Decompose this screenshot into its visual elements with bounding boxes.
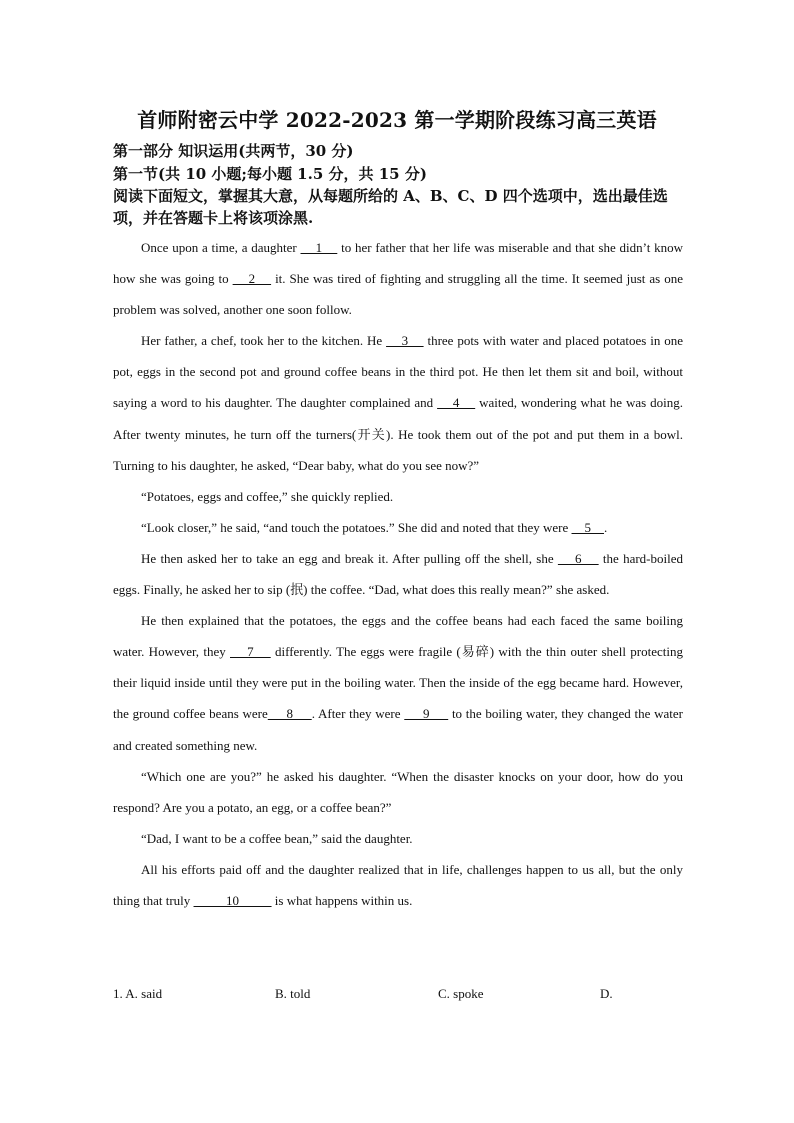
paragraph-2: Her father, a chef, took her to the kitchen. He 3 three pots with water and placed potatoes in one pot, eggs in the second pot and ground coffee beans in the third pot. He then let them sit and boil, without saying a word to his daughter. The daughter complained and 4 waited, wondering what he was doing. After twenty minutes, he turn off the turners(开关). He took them out of the pot and put them in a bowl. Turning to his daughter, he asked, “Dear baby, what do you see now?”: [113, 333, 683, 473]
cloze-passage: [113, 232, 683, 916]
subsection-header: 第一节(共 10 小题;每小题 1.5 分，共 15 分): [113, 165, 427, 183]
blank-9: 9: [404, 706, 449, 722]
paragraph-3: “Potatoes, eggs and coffee,” she quickly replied.: [141, 488, 394, 504]
paragraph-8: “Dad, I want to be a coffee bean,” said the daughter.: [141, 830, 413, 846]
blank-5: 5: [571, 519, 605, 535]
question-1-option-d: D.: [600, 986, 613, 1001]
blank-10: 10: [193, 892, 272, 908]
question-1-option-c: C. spoke: [438, 986, 484, 1001]
section-header: 第一部分 知识运用(共两节，30 分): [113, 142, 354, 160]
paragraph-9: All his efforts paid off and the daughter realized that in life, challenges happen to us all, but the only thing that truly 10 is what happens within us.: [113, 861, 683, 908]
paragraph-7: “Which one are you?” he asked his daughter. “When the disaster knocks on your door, how do you respond? Are you a potato, an egg, or a coffee bean?”: [113, 768, 683, 815]
blank-4: 4: [437, 395, 476, 411]
paragraph-1: Once upon a time, a daughter 1 to her father that her life was miserable and that she didn’t know how she was going to 2 it. She was tired of fighting and struggling all the time. It seemed just as one problem was solved, another one soon follow.: [113, 240, 683, 318]
paragraph-6: He then explained that the potatoes, the eggs and the coffee beans had each faced the same boiling water. However, they 7 differently. The eggs were fragile (易碎) with the thin outer shell protecting their liquid inside until they were put in the boiling water. Then the inside of the egg became hard. However, the ground coffee beans were 8 . After they were 9 to the boiling water, they changed the water and created something new.: [113, 613, 684, 753]
paragraph-5: He then asked her to take an egg and break it. After pulling off the shell, she 6 the hard-boiled eggs. Finally, he asked her to sip (抿) the coffee. “Dad, what does this really mean?” she asked.: [113, 550, 684, 598]
blank-6: 6: [557, 550, 599, 566]
blank-2: 2: [232, 271, 272, 287]
blank-3: 3: [386, 333, 424, 349]
question-1-option-a: 1. A. said: [113, 986, 163, 1001]
instructions: 阅读下面短文，掌握其大意，从每题所给的 A、B、C、D 四个选项中，选出最佳选项，并在答题卡上将该项涂黑.: [113, 187, 668, 227]
paragraph-4: “Look closer,” he said, “and touch the potatoes.” She did and noted that they were 5 .: [141, 519, 608, 535]
exam-title: 首师附密云中学 2022-2023 第一学期阶段练习高三英语: [137, 108, 657, 132]
blank-1: 1: [300, 240, 338, 255]
question-1-option-b: B. told: [275, 986, 311, 1001]
blank-7: 7: [230, 644, 271, 660]
blank-8: 8: [267, 706, 312, 722]
